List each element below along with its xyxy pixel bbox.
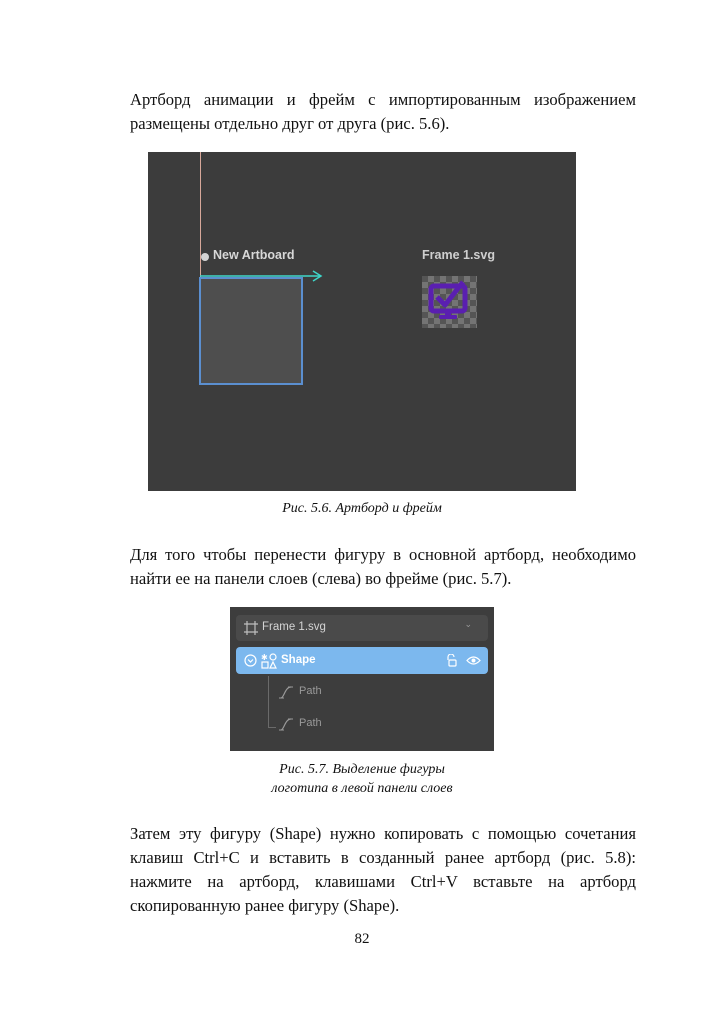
pen-path-icon: [279, 686, 293, 699]
unlock-icon[interactable]: [445, 654, 457, 667]
paragraph-1: Артборд анимации и фрейм с импортированным изображением размещены отдельно друг от друга (рис. 5.6).: [130, 90, 636, 133]
pen-path-icon: [279, 718, 293, 731]
frame-icon: [244, 621, 258, 635]
eye-icon[interactable]: [466, 655, 481, 666]
artboard-box[interactable]: [199, 277, 303, 385]
figure-2-caption-line-1: Рис. 5.7. Выделение фигуры: [279, 762, 445, 777]
frame-label: Frame 1.svg: [422, 248, 495, 262]
expand-toggle-icon[interactable]: [244, 654, 257, 667]
layer-row-shape-label: Shape: [281, 654, 316, 666]
paragraph-3: Затем эту фигуру (Shape) нужно копировать с помощью сочетания клавиш Ctrl+C и вставить в созданный ранее артборд (рис. 5.8): нажмите на артборд, клавишами Ctrl+V вставьте на артборд скопированную ранее фигуру (Shape).: [130, 824, 636, 915]
figure-1-caption: Рис. 5.6. Артборд и фрейм: [282, 501, 442, 516]
layer-row-shape[interactable]: [236, 647, 488, 674]
layer-row-frame[interactable]: [236, 615, 488, 641]
artboard-label: New Artboard: [213, 248, 295, 262]
artboard-dot-icon: [201, 253, 209, 261]
layer-row-path-1-label: Path: [299, 685, 322, 697]
layer-row-frame-label: Frame 1.svg: [262, 621, 326, 633]
paragraph-2: Для того чтобы перенести фигуру в основной артборд, необходимо найти ее на панели слоев (слева) во фрейме (рис. 5.7).: [130, 545, 636, 588]
tree-connector-line: [268, 676, 269, 727]
chevron-down-icon[interactable]: ⌄: [464, 619, 472, 629]
page-number: 82: [354, 931, 370, 947]
tree-connector-branch: [268, 727, 276, 728]
layer-row-path-2-label: Path: [299, 717, 322, 729]
figure-artboard-and-frame: [148, 152, 576, 491]
figure-2-caption-line-2: логотипа в левой панели слоев: [271, 781, 453, 796]
shape-group-icon: [261, 653, 277, 669]
monitor-check-logo-icon: [428, 280, 470, 322]
figure-layers-panel: [230, 607, 494, 751]
svg-text:✱: ✱: [261, 653, 268, 662]
